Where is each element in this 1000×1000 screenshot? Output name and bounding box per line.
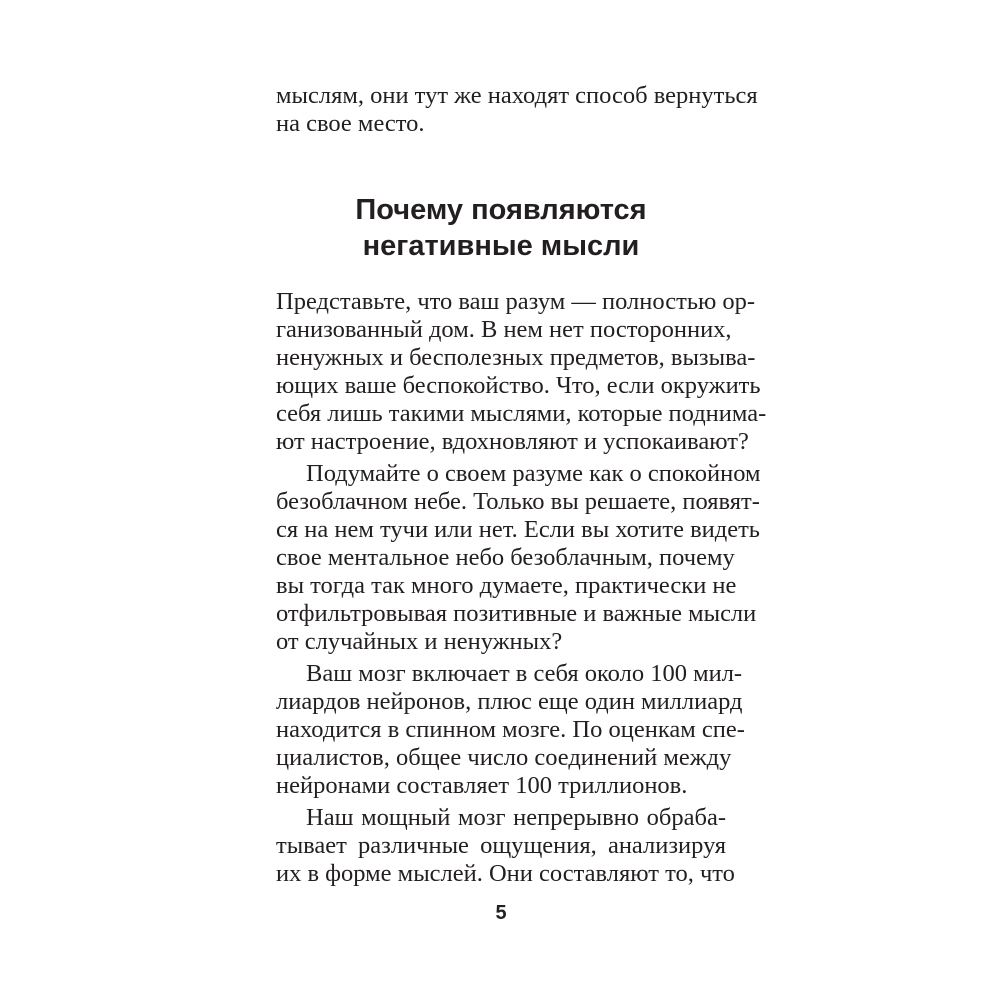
paragraph-line: ся на нем тучи или нет. Если вы хотите видеть	[276, 516, 760, 543]
paragraph-line: свое ментальное небо безоблачным, почему	[276, 544, 735, 571]
paragraph-line: их в форме мыслей. Они составляют то, что	[276, 860, 735, 887]
paragraph-line: вы тогда так много думаете, практически не	[276, 572, 737, 599]
paragraph-line: Подумайте о своем разуме как о спокойном	[306, 460, 761, 487]
section-heading: негативные мысли	[362, 230, 640, 262]
paragraph-line: безоблачном небе. Только вы решаете, появят-	[276, 488, 760, 515]
section-heading: Почему появляются	[355, 194, 647, 226]
page-number: 5	[495, 902, 507, 924]
paragraph-line: отфильтровывая позитивные и важные мысли	[276, 600, 757, 627]
paragraph-line: ют настроение, вдохновляют и успокаивают?	[276, 428, 749, 455]
paragraph-line: ющих ваше беспокойство. Что, если окружить	[276, 372, 761, 399]
paragraph-line: Наш мощный мозг непрерывно обраба-	[306, 804, 726, 831]
paragraph-line: нейронами составляет 100 триллионов.	[276, 772, 688, 799]
paragraph-line: тывает различные ощущения, анализируя	[276, 832, 726, 859]
intro-line: на свое место.	[276, 110, 425, 137]
paragraph-line: Ваш мозг включает в себя около 100 мил-	[306, 660, 743, 687]
intro-line: мыслям, они тут же находят способ вернуться	[276, 82, 758, 109]
paragraph-line: находится в спинном мозге. По оценкам спе-	[276, 716, 745, 743]
paragraph-line: от случайных и ненужных?	[276, 628, 563, 655]
paragraph-line: лиардов нейронов, плюс еще один миллиард	[276, 688, 743, 715]
paragraph-line: ненужных и бесполезных предметов, вызыва-	[276, 344, 756, 371]
paragraph-line: Представьте, что ваш разум — полностью ор-	[276, 288, 756, 315]
paragraph-line: ганизованный дом. В нем нет посторонних,	[276, 316, 732, 343]
paragraph-line: циалистов, общее число соединений между	[276, 744, 732, 771]
paragraph-line: себя лишь такими мыслями, которые поднима-	[276, 400, 767, 427]
